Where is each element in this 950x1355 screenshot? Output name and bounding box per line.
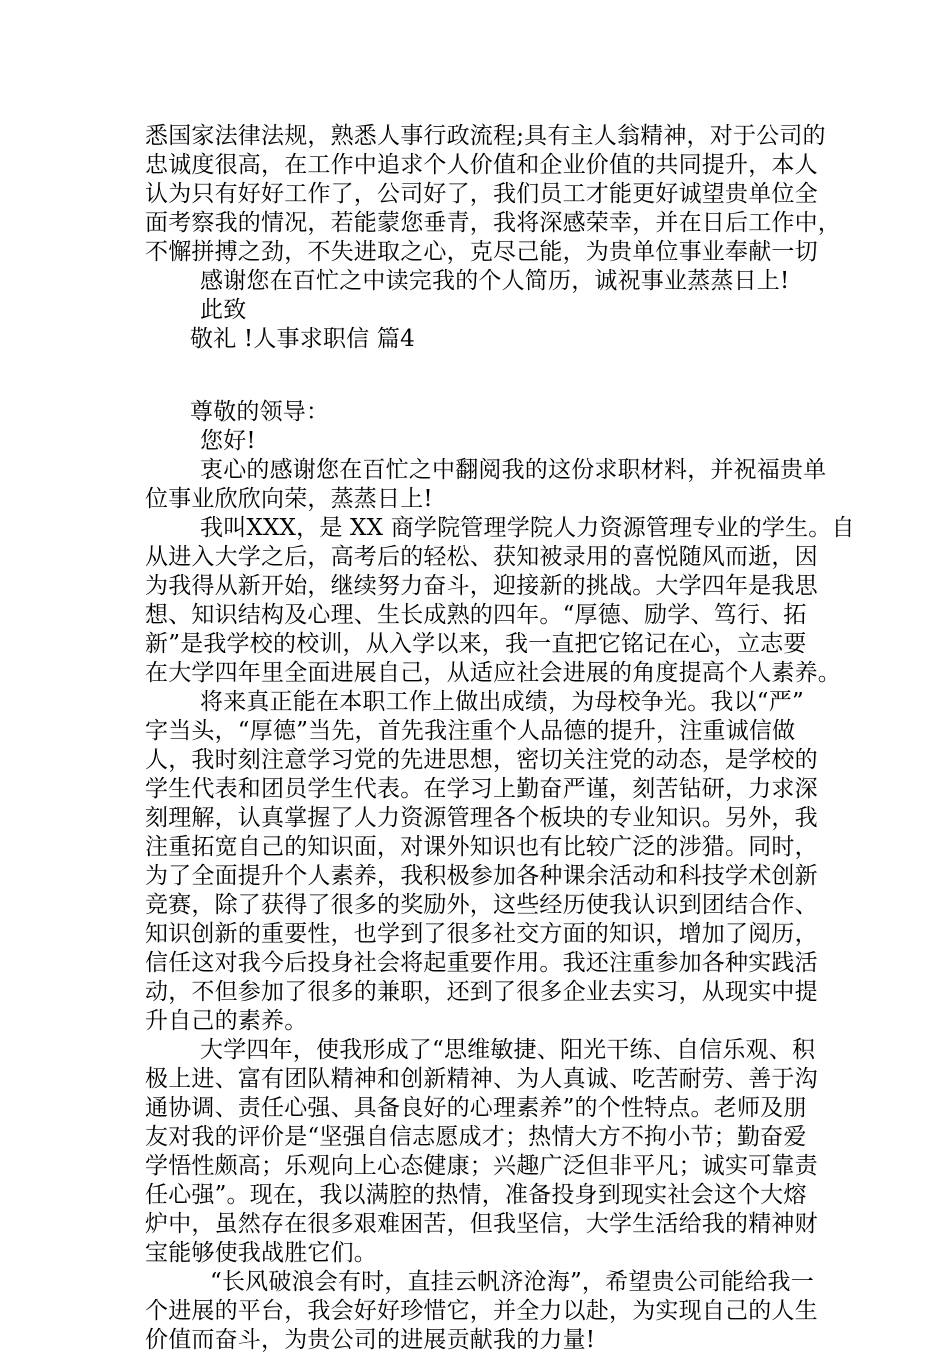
- text-line: 忠诚度很高，在工作中追求个人价值和企业价值的共同提升，本人: [145, 152, 818, 178]
- text-line: 竞赛，除了获得了很多的奖励外，这些经历使我认识到团结合作、: [145, 892, 818, 918]
- text-line: 认为只有好好工作了，公司好了，我们员工才能更好诚望贵单位全: [145, 181, 818, 207]
- text-line: 位事业欣欣向荣，蒸蒸日上!: [145, 486, 433, 512]
- text-line: 知识创新的重要性，也学到了很多社交方面的知识，增加了阅历，: [145, 921, 818, 947]
- text-line: 炉中，虽然存在很多艰难困苦，但我坚信，大学生活给我的精神财: [145, 1211, 818, 1237]
- text-line: 信任这对我今后投身社会将起重要作用。我还注重参加各种实践活: [145, 950, 818, 976]
- text-line: 在大学四年里全面进展自己，从适应社会进展的角度提高个人素养。: [145, 660, 841, 686]
- closing-thanks: 感谢您在百忙之中读完我的个人简历，诚祝事业蒸蒸日上!: [200, 268, 790, 294]
- text-line: 从进入大学之后，高考后的轻松、获知被录用的喜悦随风而逝，因: [145, 544, 818, 570]
- text-line: 字当头，“厚德”当先，首先我注重个人品德的提升，注重诚信做: [145, 718, 796, 744]
- text-line: 大学四年，使我形成了“思维敏捷、阳光干练、自信乐观、积: [200, 1037, 816, 1063]
- text-line: 学生代表和团员学生代表。在学习上勤奋严谨，刻苦钻研，力求深: [145, 776, 818, 802]
- text-line: 动，不但参加了很多的兼职，还到了很多企业去实习，从现实中提: [145, 979, 818, 1005]
- text-line: 通协调、责任心强、具备良好的心理素养”的个性特点。老师及朋: [145, 1095, 807, 1121]
- text-line: 为了全面提升个人素养，我积极参加各种课余活动和科技学术创新: [145, 863, 818, 889]
- text-line: 人，我时刻注意学习党的先进思想，密切关注党的动态，是学校的: [145, 747, 818, 773]
- text-line: 任心强”。现在，我以满腔的热情，准备投身到现实社会这个大熔: [145, 1182, 807, 1208]
- text-line: 价值而奋斗，为贵公司的进展贡献我的力量!: [145, 1327, 596, 1353]
- text-line: 注重拓宽自己的知识面，对课外知识也有比较广泛的涉猎。同时，: [145, 834, 818, 860]
- text-line: 我叫XXX，是 XX 商学院管理学院人力资源管理专业的学生。自: [200, 515, 855, 541]
- text-line: 友对我的评价是“坚强自信志愿成才；热情大方不拘小节；勤奋爱: [145, 1124, 807, 1150]
- text-line: 个进展的平台，我会好好珍惜它，并全力以赴，为实现自己的人生: [145, 1298, 818, 1324]
- text-line: 极上进、富有团队精神和创新精神、为人真诚、吃苦耐劳、善于沟: [145, 1066, 818, 1092]
- text-line: 新”是我学校的校训，从入学以来，我一直把它铭记在心，立志要: [145, 631, 807, 657]
- section-heading: 敬礼 !人事求职信 篇4: [190, 326, 415, 352]
- text-line: 刻理解，认真掌握了人力资源管理各个板块的专业知识。另外，我: [145, 805, 818, 831]
- text-line: 升自己的素养。: [145, 1008, 308, 1034]
- text-line: 衷心的感谢您在百忙之中翻阅我的这份求职材料，并祝福贵单: [200, 457, 827, 483]
- greeting: 尊敬的领导：: [190, 399, 330, 425]
- text-line: 不懈拼搏之劲，不失进取之心，克尽己能，为贵单位事业奉献一切: [145, 239, 818, 265]
- text-line: 学悟性颇高；乐观向上心态健康；兴趣广泛但非平凡；诚实可靠责: [145, 1153, 818, 1179]
- text-line: 为我得从新开始，继续努力奋斗，迎接新的挑战。大学四年是我思: [145, 573, 818, 599]
- text-line: 将来真正能在本职工作上做出成绩，为母校争光。我以“严”: [200, 689, 804, 715]
- text-line: 宝能够使我战胜它们。: [145, 1240, 377, 1266]
- greeting-hello: 您好!: [200, 428, 256, 454]
- closing-salutation: 此致: [200, 297, 247, 323]
- text-line: 面考察我的情况，若能蒙您垂青，我将深感荣幸，并在日后工作中，: [145, 210, 841, 236]
- text-line: 悉国家法律法规，熟悉人事行政流程;具有主人翁精神，对于公司的: [145, 123, 826, 149]
- text-line: 想、知识结构及心理、生长成熟的四年。“厚德、励学、笃行、拓: [145, 602, 807, 628]
- text-line: “长风破浪会有时，直挂云帆济沧海”，希望贵公司能给我一: [210, 1269, 814, 1295]
